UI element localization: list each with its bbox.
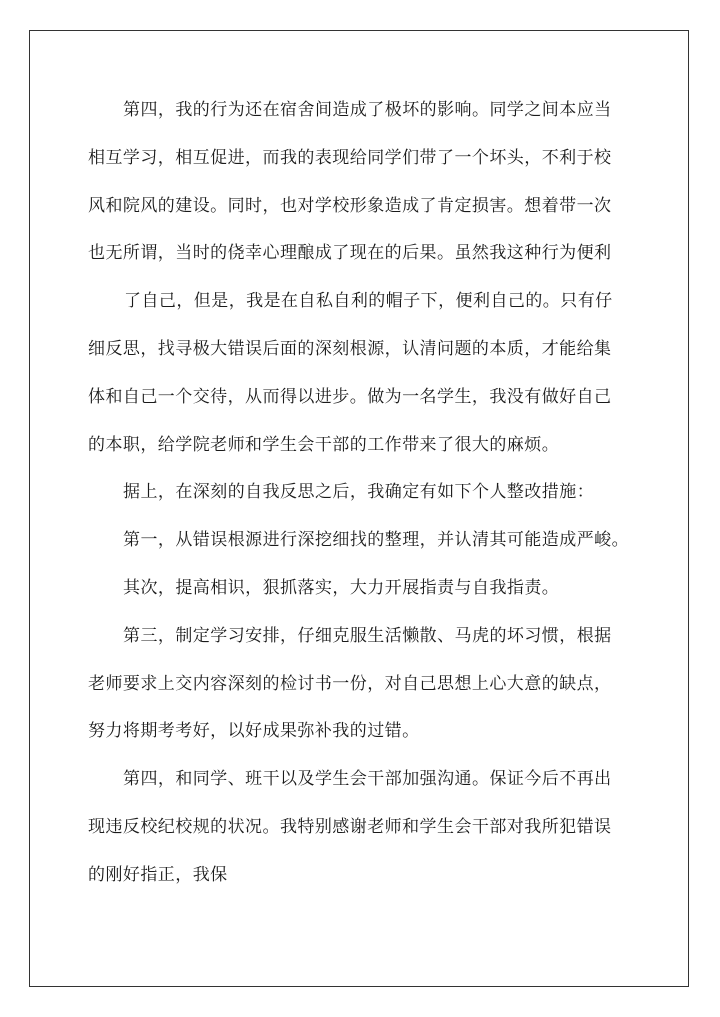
paragraph-line: 体和自己一个交待，从而得以进步。做为一名学生，我没有做好自己 bbox=[88, 387, 612, 407]
paragraph-line: 风和院风的建设。同时，也对学校形象造成了肯定损害。想着带一次 bbox=[88, 196, 612, 216]
paragraph-line: 努力将期考考好，以好成果弥补我的过错。 bbox=[88, 721, 420, 741]
paragraph-line: 现违反校纪校规的状况。我特别感谢老师和学生会干部对我所犯错误 bbox=[88, 817, 612, 837]
paragraph-line: 细反思，找寻极大错误后面的深刻根源，认清问题的本质，才能给集 bbox=[88, 339, 612, 359]
paragraph-line: 也无所谓，当时的侥幸心理酿成了现在的后果。虽然我这种行为便利 bbox=[88, 243, 612, 263]
paragraph-line: 其次，提高相识，狠抓落实，大力开展指责与自我指责。 bbox=[123, 578, 560, 598]
paragraph-line: 了自己，但是，我是在自私自利的帽子下，便利自己的。只有仔 bbox=[124, 291, 613, 311]
paragraph-line: 第四，和同学、班干以及学生会干部加强沟通。保证今后不再出 bbox=[123, 769, 612, 789]
paragraph-line: 相互学习，相互促进，而我的表现给同学们带了一个坏头，不利于校 bbox=[88, 148, 612, 168]
paragraph-line: 的刚好指正，我保 bbox=[88, 865, 228, 885]
paragraph-line: 据上，在深刻的自我反思之后，我确定有如下个人整改措施： bbox=[123, 482, 595, 502]
paragraph-line: 老师要求上交内容深刻的检讨书一份，对自己思想上心大意的缺点， bbox=[88, 674, 612, 694]
page-border bbox=[29, 30, 689, 987]
paragraph-line: 的本职，给学院老师和学生会干部的工作带来了很大的麻烦。 bbox=[88, 435, 560, 455]
paragraph-line: 第四，我的行为还在宿舍间造成了极坏的影响。同学之间本应当 bbox=[123, 100, 612, 120]
paragraph-line: 第一，从错误根源进行深挖细找的整理，并认清其可能造成严峻。 bbox=[123, 530, 630, 550]
paragraph-line: 第三，制定学习安排，仔细克服生活懒散、马虎的坏习惯，根据 bbox=[123, 626, 612, 646]
